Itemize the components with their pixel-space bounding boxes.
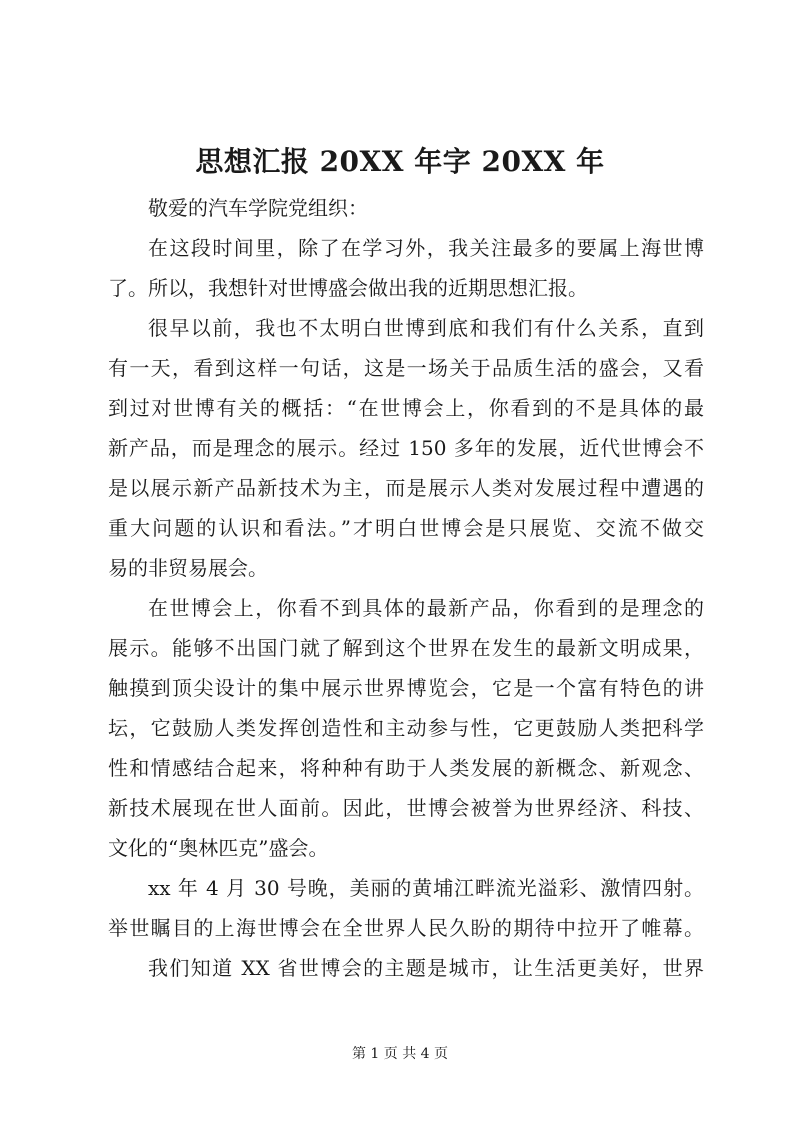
paragraph-line: 新技术展现在世人面前。因此，世博会被誉为世界经济、科技、 (108, 796, 704, 820)
paragraph-line: 展示。能够不出国门就了解到这个世界在发生的最新文明成果， (108, 636, 704, 660)
paragraph-line: 到过对世博有关的概括：“在世博会上，你看到的不是具体的最 (108, 396, 704, 420)
paragraph-line: 重大问题的认识和看法。”才明白世博会是只展览、交流不做交 (108, 516, 704, 540)
paragraph-line: 新产品，而是理念的展示。经过 150 多年的发展，近代世博会不 (108, 436, 704, 460)
paragraph-line: 是以展示新产品新技术为主，而是展示人类对发展过程中遭遇的 (108, 476, 704, 500)
paragraph-line: 坛，它鼓励人类发挥创造性和主动参与性，它更鼓励人类把科学 (108, 716, 704, 740)
document-title: 思想汇报 20XX 年字 20XX 年 (195, 145, 605, 178)
paragraph-line: xx 年 4 月 30 号晚，美丽的黄埔江畔流光溢彩、激情四射。 (148, 876, 704, 900)
paragraph-line: 在世博会上，你看不到具体的最新产品，你看到的是理念的 (148, 596, 704, 620)
paragraph-line: 在这段时间里，除了在学习外，我关注最多的要属上海世博 (148, 236, 704, 260)
page-footer: 第 1 页 共 4 页 (351, 1046, 449, 1062)
salutation-line: 敬爱的汽车学院党组织： (148, 196, 368, 220)
paragraph-line: 触摸到顶尖设计的集中展示世界博览会，它是一个富有特色的讲 (108, 676, 704, 700)
paragraph-line: 很早以前，我也不太明白世博到底和我们有什么关系，直到 (148, 316, 704, 340)
paragraph-line: 文化的“奥林匹克”盛会。 (108, 836, 329, 860)
paragraph-line: 举世瞩目的上海世博会在全世界人民久盼的期待中拉开了帷幕。 (108, 916, 704, 940)
paragraph-line: 性和情感结合起来，将种种有助于人类发展的新概念、新观念、 (108, 756, 704, 780)
paragraph-line: 易的非贸易展会。 (108, 556, 268, 580)
paragraph-line: 我们知道 XX 省世博会的主题是城市，让生活更美好，世界 (148, 956, 704, 980)
paragraph-line: 有一天，看到这样一句话，这是一场关于品质生活的盛会，又看 (108, 356, 704, 380)
document-body (108, 188, 704, 988)
paragraph-line: 了。所以，我想针对世博盛会做出我的近期思想汇报。 (108, 276, 588, 300)
